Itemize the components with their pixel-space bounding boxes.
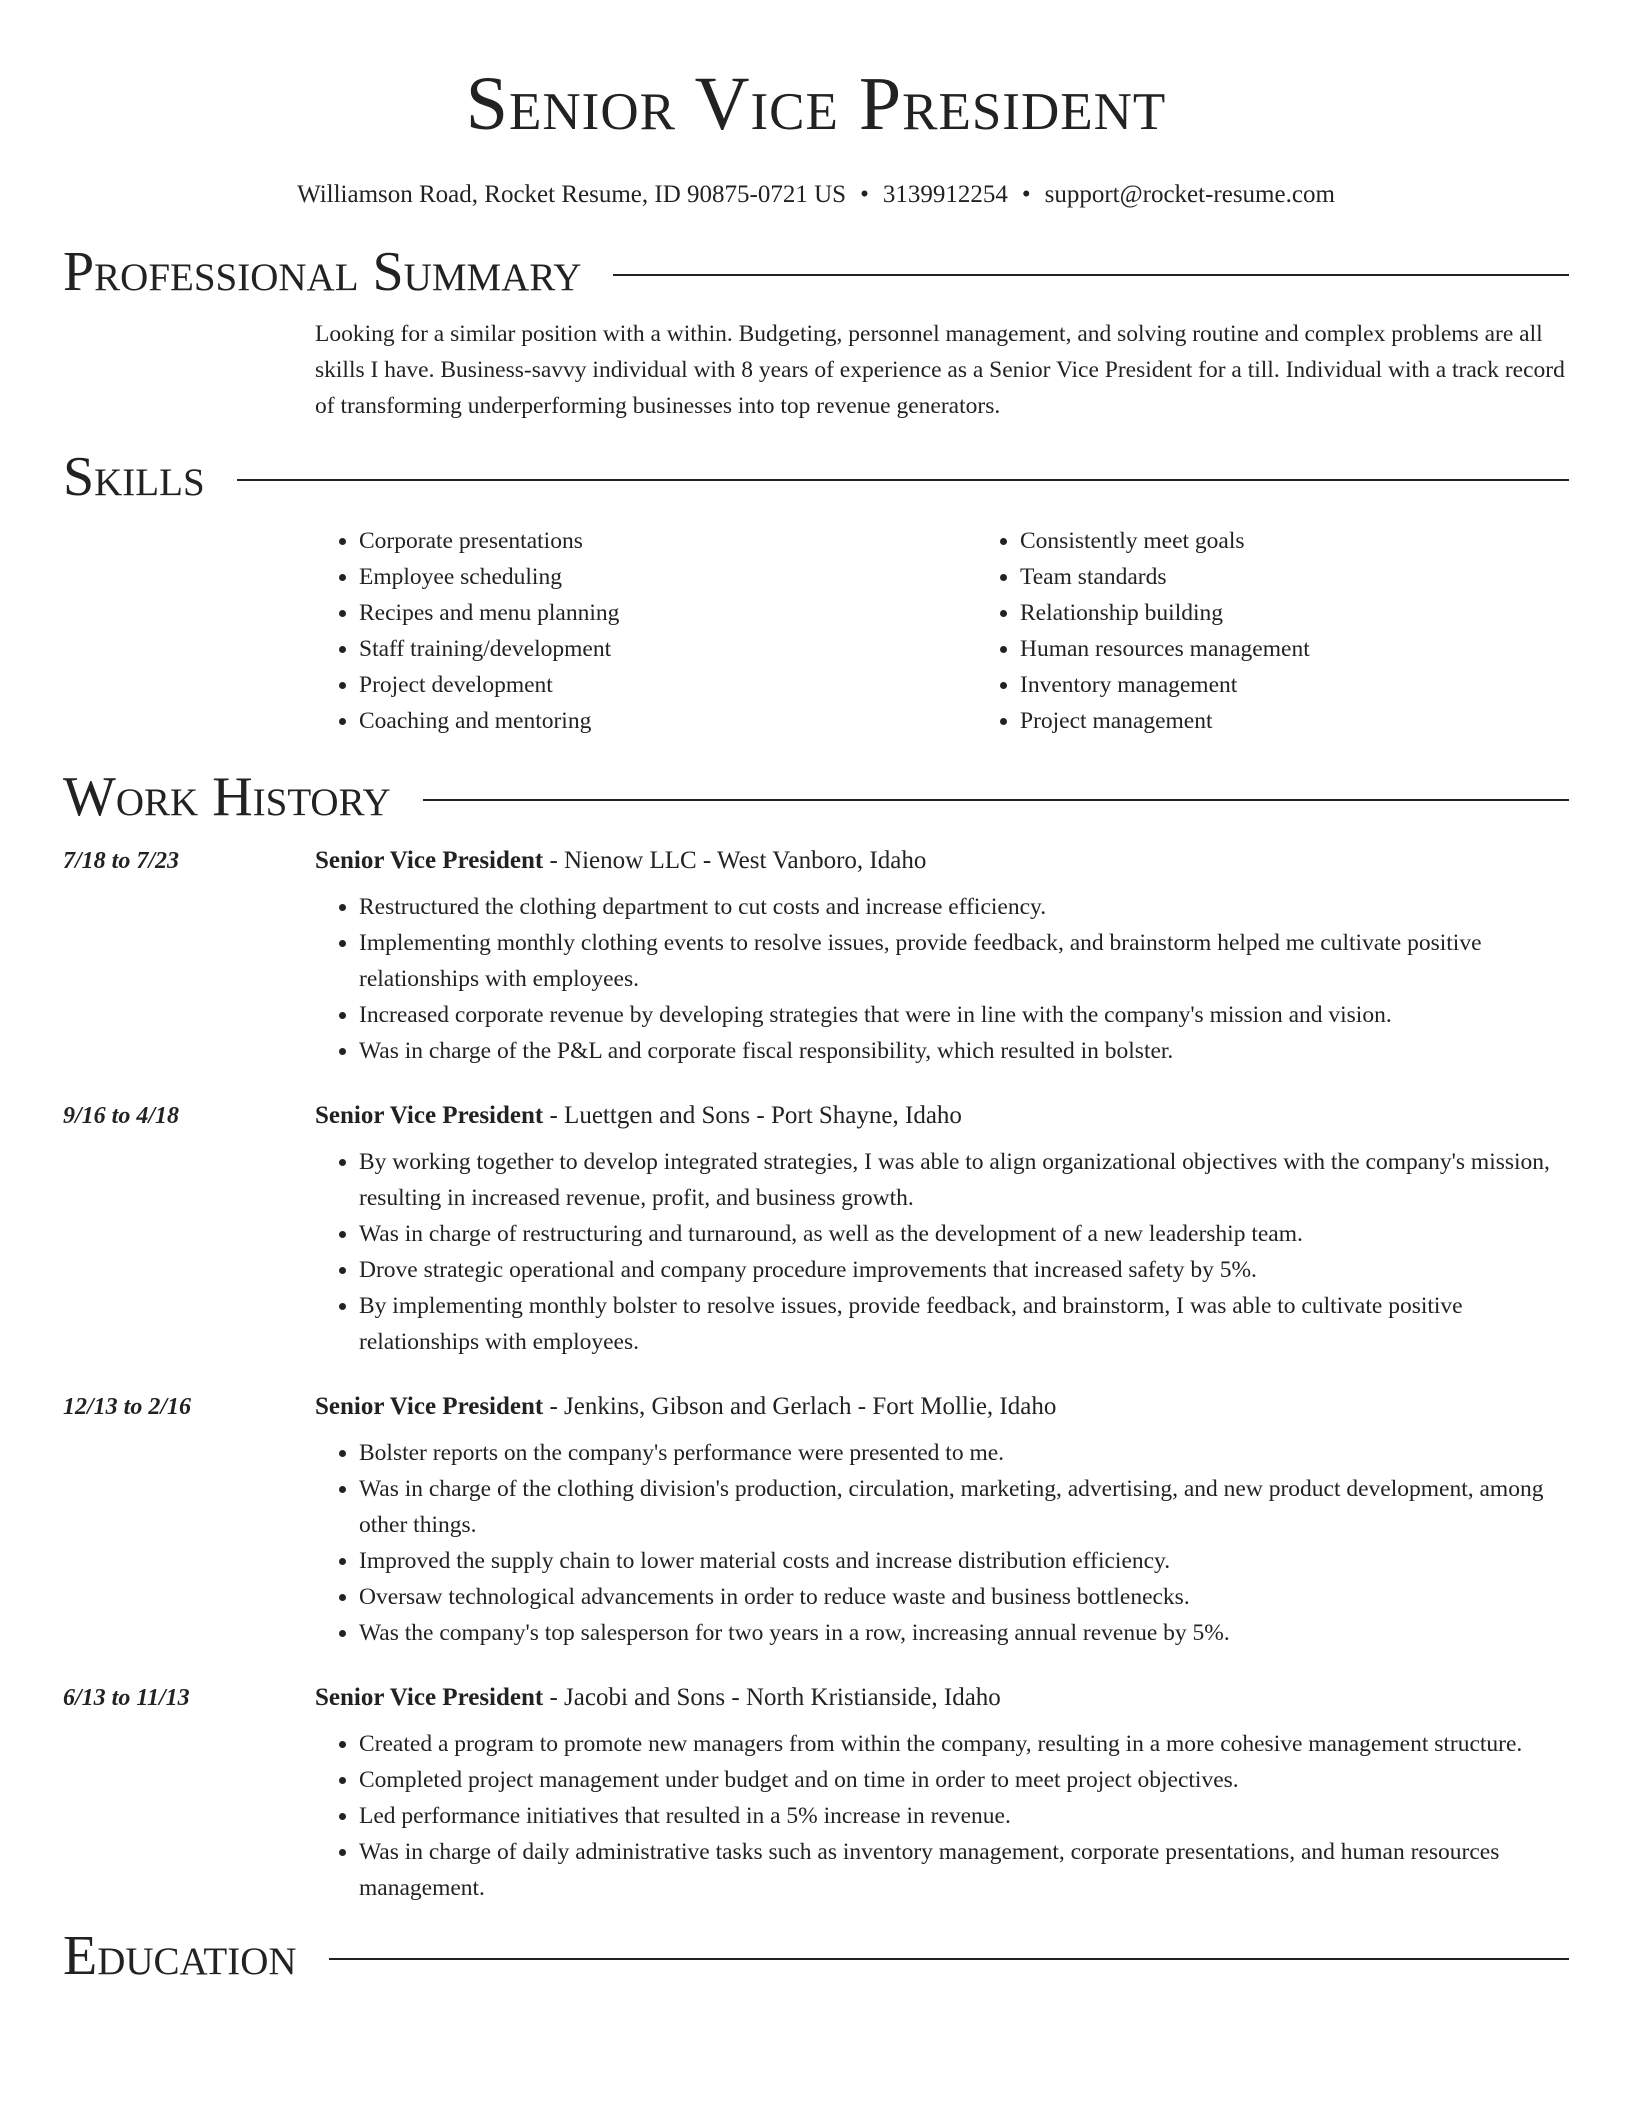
job-dates: 7/18 to 7/23 <box>63 848 180 874</box>
job-bullet: • Implementing monthly clothing events to resolve issues, provide feedback, and brainstorm helped me cultivate positive relationships with employees. <box>359 925 1569 997</box>
skills-column-left <box>315 523 976 739</box>
page-title: Senior Vice President <box>465 62 1167 146</box>
section-divider <box>613 274 1569 276</box>
job-bullet: • Was in charge of restructuring and turnaround, as well as the development of a new leadership team. <box>359 1216 1569 1252</box>
job-bullet: • Bolster reports on the company's performance were presented to me. <box>359 1435 1569 1471</box>
skills-section-header <box>63 446 1569 508</box>
job-bullet: • By implementing monthly bolster to resolve issues, provide feedback, and brainstorm, I was able to cultivate positive relationships with employees. <box>359 1288 1569 1360</box>
job-title: Senior Vice President <box>315 1684 544 1711</box>
job-bullet: • Created a program to promote new managers from within the company, resulting in a more cohesive management structure. <box>359 1726 1569 1762</box>
skill-item: • Project management <box>1020 703 1632 739</box>
job-employer: - Nienow LLC - West Vanboro, Idaho <box>543 847 927 874</box>
job-dates: 9/16 to 4/18 <box>63 1103 180 1129</box>
job-title: Senior Vice President <box>315 1102 544 1129</box>
job-responsibilities <box>315 1435 1569 1651</box>
skill-item: • Staff training/development <box>359 631 976 667</box>
contact-phone: 3139912254 <box>882 181 1008 208</box>
job-bullet: • Was in charge of the clothing division's production, circulation, marketing, advertising, and new product development, among other things. <box>359 1471 1569 1543</box>
job-bullet: • Completed project management under budget and on time in order to meet project objectives. <box>359 1762 1569 1798</box>
work-heading: Work History <box>63 766 391 828</box>
job-responsibilities <box>315 1726 1569 1906</box>
skills-heading: Skills <box>63 446 205 508</box>
job-title: Senior Vice President <box>315 1393 544 1420</box>
job-bullet: • Increased corporate revenue by developing strategies that were in line with the company's mission and vision. <box>359 997 1569 1033</box>
job-entry <box>63 1684 1569 1712</box>
job-bullet: • Restructured the clothing department to cut costs and increase efficiency. <box>359 889 1569 925</box>
summary-section-header <box>63 241 1569 303</box>
job-bullet: • Led performance initiatives that resulted in a 5% increase in revenue. <box>359 1798 1569 1834</box>
skill-item: • Consistently meet goals <box>1020 523 1632 559</box>
skill-item: • Employee scheduling <box>359 559 976 595</box>
contact-line <box>63 182 1569 207</box>
contact-address: Williamson Road, Rocket Resume, ID 90875-0721 US <box>297 181 847 208</box>
summary-heading: Professional Summary <box>63 241 582 303</box>
job-heading <box>315 1393 1056 1421</box>
job-bullet: • Improved the supply chain to lower material costs and increase distribution efficiency. <box>359 1543 1569 1579</box>
job-heading <box>315 1684 1001 1712</box>
education-heading: Education <box>63 1925 297 1987</box>
skill-item: • Recipes and menu planning <box>359 595 976 631</box>
job-dates: 12/13 to 2/16 <box>63 1394 192 1420</box>
job-bullet: • Was the company's top salesperson for two years in a row, increasing annual revenue by 5%. <box>359 1615 1569 1651</box>
job-entry <box>63 847 1569 875</box>
skill-item: • Human resources management <box>1020 631 1632 667</box>
summary-body <box>315 316 1569 424</box>
summary-text: Looking for a similar position with a within. Budgeting, personnel management, and solving routine and complex problems are all skills I have. Business-savvy individual with 8 years of experience as a Senior Vice President for a till. Individual with a track record of transforming underperforming businesses into top revenue generators. <box>315 321 1565 419</box>
job-employer: - Jenkins, Gibson and Gerlach - Fort Mollie, Idaho <box>543 1393 1057 1420</box>
job-entry <box>63 1393 1569 1421</box>
skills-column-right <box>976 523 1632 739</box>
contact-separator: • <box>1021 181 1031 208</box>
skill-item: • Relationship building <box>1020 595 1632 631</box>
section-divider <box>423 799 1569 801</box>
job-employer: - Luettgen and Sons - Port Shayne, Idaho <box>543 1102 962 1129</box>
job-bullet: • By working together to develop integrated strategies, I was able to align organizational objectives with the company's mission, resulting in increased revenue, profit, and business growth. <box>359 1144 1569 1216</box>
job-bullet: • Oversaw technological advancements in order to reduce waste and business bottlenecks. <box>359 1579 1569 1615</box>
job-heading <box>315 1102 962 1130</box>
contact-separator: • <box>860 181 869 208</box>
job-responsibilities <box>315 889 1569 1069</box>
job-bullet: • Was in charge of the P&L and corporate fiscal responsibility, which resulted in bolster. <box>359 1033 1569 1069</box>
section-divider <box>237 479 1569 481</box>
job-entry <box>63 1102 1569 1130</box>
job-bullet: • Was in charge of daily administrative tasks such as inventory management, corporate presentations, and human resources management. <box>359 1834 1569 1906</box>
skill-item: • Project development <box>359 667 976 703</box>
job-heading <box>315 847 926 875</box>
skill-item: • Corporate presentations <box>359 523 976 559</box>
section-divider <box>329 1958 1569 1960</box>
job-title: Senior Vice President <box>315 847 544 874</box>
skills-list <box>315 523 1569 739</box>
skill-item: • Team standards <box>1020 559 1632 595</box>
job-responsibilities <box>315 1144 1569 1360</box>
skill-item: • Coaching and mentoring <box>359 703 976 739</box>
job-employer: - Jacobi and Sons - North Kristianside, Idaho <box>543 1684 1001 1711</box>
skill-item: • Inventory management <box>1020 667 1632 703</box>
job-dates: 6/13 to 11/13 <box>63 1685 190 1711</box>
education-section-header <box>63 1925 1569 1987</box>
job-bullet: • Drove strategic operational and company procedure improvements that increased safety by 5%. <box>359 1252 1569 1288</box>
work-section-header <box>63 766 1569 828</box>
contact-email: support@rocket-resume.com <box>1044 181 1335 208</box>
